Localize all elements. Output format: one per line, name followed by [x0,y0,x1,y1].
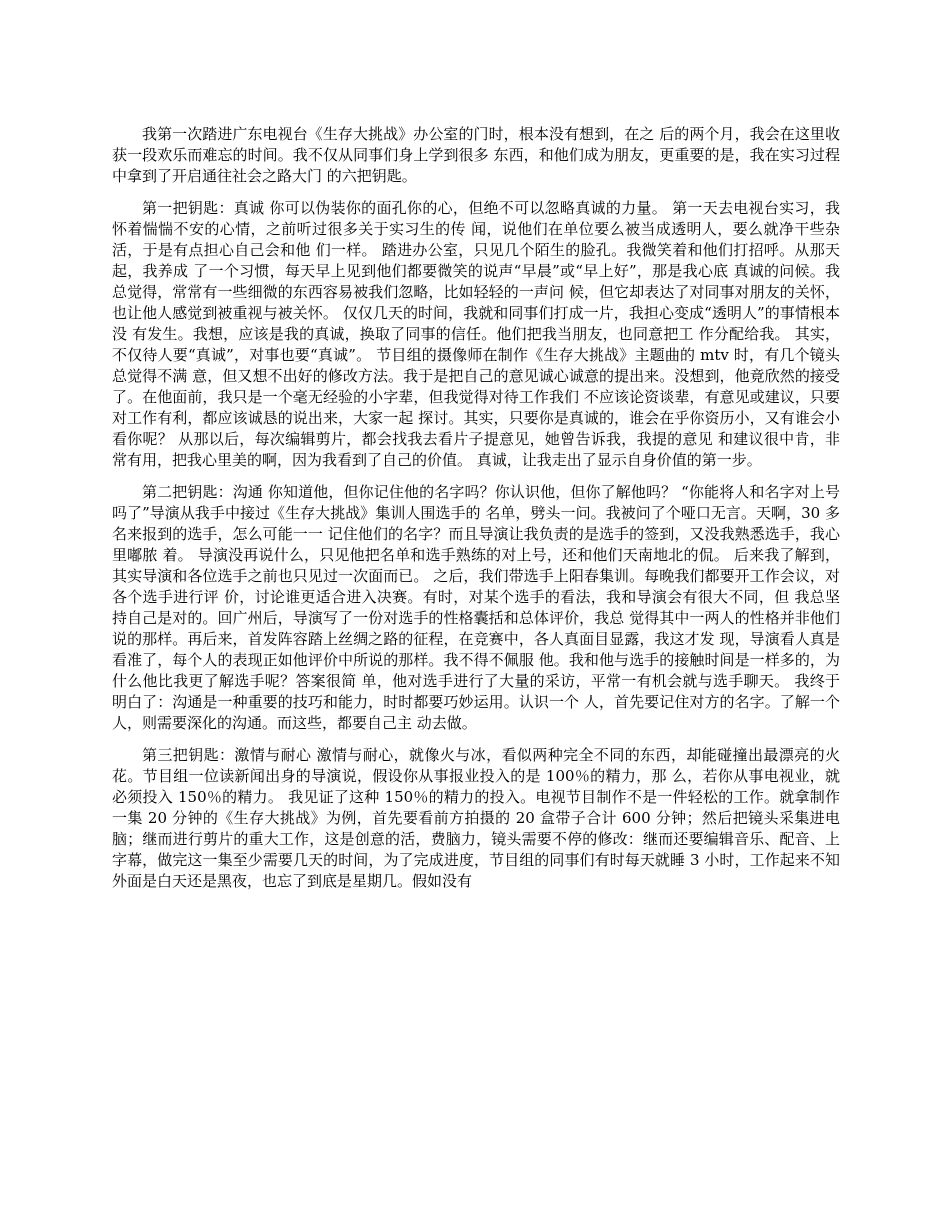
paragraph-key-three-passion-patience: 第三把钥匙：激情与耐心 激情与耐心，就像火与冰，看似两种完全不同的东西，却能碰撞出最漂亮的火 花。节目组一位读新闻出身的导演说，假设你从事报业投入的是 100％的精力，那 么，若你从事电视业，就必须投入 150％的精力。 我见证了这种 150％的精力的投入。电视节目制作不是一件轻松的工作。就拿制作一集 20 分钟的《生存大挑战》为例，首先要看前方拍摄的 20 盒带子合计 600 分钟；然后把镜头采集进电脑；继而进行剪片的重大工作，这是创意的活，费脑力，镜头需要不停的修改：继而还要编辑音乐、配音、上字幕，做完这一集至少需要几天的时间，为了完成进度，节目组的同事们有时每天就睡 3 小时，工作起来不知外面是白天还是黑夜，也忘了到底是星期几。假如没有 [112,746,840,890]
paragraph-key-two-communication: 第二把钥匙：沟通 你知道他，但你记住他的名字吗？你认识他，但你了解他吗？ “你能将人和名字对上号吗了”导演从我手中接过《生存大挑战》集训人围选手的 名单，劈头一问。我被问了个哑口无言。天啊，30 多名来报到的选手，怎么可能一一 记住他们的名字？而且导演让我负责的是选手的签到，又没我熟悉选手，我心里嘟脓 着。 导演没再说什么，只见他把名单和选手熟练的对上号，还和他们天南地北的侃。 后来我了解到，其实导演和各位选手之前也只见过一次面而已。 之后，我们带选手上阳春集训。每晚我们都要开工作会议，对各个选手进行评 价，讨论谁更适合进入决赛。有时，对某个选手的看法，我和导演会有很大不同，但 我总坚持自己是对的。回广州后，导演写了一份对选手的性格囊括和总体评价，我总 觉得其中一两人的性格并非他们说的那样。再后来，首发阵容踏上丝绸之路的征程，在竞赛中，各人真面目显露，我这才发 现，导演看人真是看准了，每个人的表现正如他评价中所说的那样。我不得不佩服 他。我和他与选手的接触时间是一样多的，为什么他比我更了解选手呢？答案很简 单，他对选手进行了大量的采访，平常一有机会就与选手聊天。 我终于明白了：沟通是一种重要的技巧和能力，时时都要巧妙运用。认识一个 人，首先要记住对方的名字。了解一个人，则需要深化的沟通。而这些，都要自己主 动去做。 [112,483,840,732]
document-body [112,124,840,903]
paragraph-key-one-sincerity: 第一把钥匙：真诚 你可以伪装你的面孔你的心，但绝不可以忽略真诚的力量。 第一天去电视台实习，我怀着惴惴不安的心情，之前听过很多关于实习生的传 闻，说他们在单位要么被当成透明人，要么就净干些杂活，于是有点担心自己会和他 们一样。 踏进办公室，只见几个陌生的脸孔。我微笑着和他们打招呼。从那天起，我养成 了一个习惯，每天早上见到他们都要微笑的说声“早晨”或“早上好”，那是我心底 真诚的问候。我总觉得，常常有一些细微的东西容易被我们忽略，比如轻轻的一声问 候，但它却表达了对同事对朋友的关怀，也让他人感觉到被重视与被关怀。 仅仅几天的时间，我就和同事们打成一片，我担心变成“透明人”的事情根本没 有发生。我想，应该是我的真诚，换取了同事的信任。他们把我当朋友，也同意把工 作分配给我。 其实，不仅待人要“真诚”，对事也要“真诚”。 节目组的摄像师在制作《生存大挑战》主题曲的 mtv 时，有几个镜头总觉得不满 意，但又想不出好的修改方法。我于是把自己的意见诚心诚意的提出来。没想到，他竟欣然的接受了。在他面前，我只是一个毫无经验的小字辈，但我觉得对待工作我们 不应该论资谈辈，有意见或建议，只要对工作有利，都应该诚恳的说出来，大家一起 探讨。其实，只要你是真诚的，谁会在乎你资历小，又有谁会小看你呢？ 从那以后，每次编辑剪片，都会找我去看片子提意见，她曾告诉我，我提的意见 和建议很中肯，非常有用，把我心里美的啊，因为我看到了自己的价值。 真诚，让我走出了显示自身价值的第一步。 [112,199,840,469]
paragraph-intro: 我第一次踏进广东电视台《生存大挑战》办公室的门时，根本没有想到，在之 后的两个月，我会在这里收获一段欢乐而难忘的时间。我不仅从同事们身上学到很多 东西，和他们成为朋友，更重要的是，我在实习过程中拿到了开启通往社会之路大门 的六把钥匙。 [112,125,840,185]
